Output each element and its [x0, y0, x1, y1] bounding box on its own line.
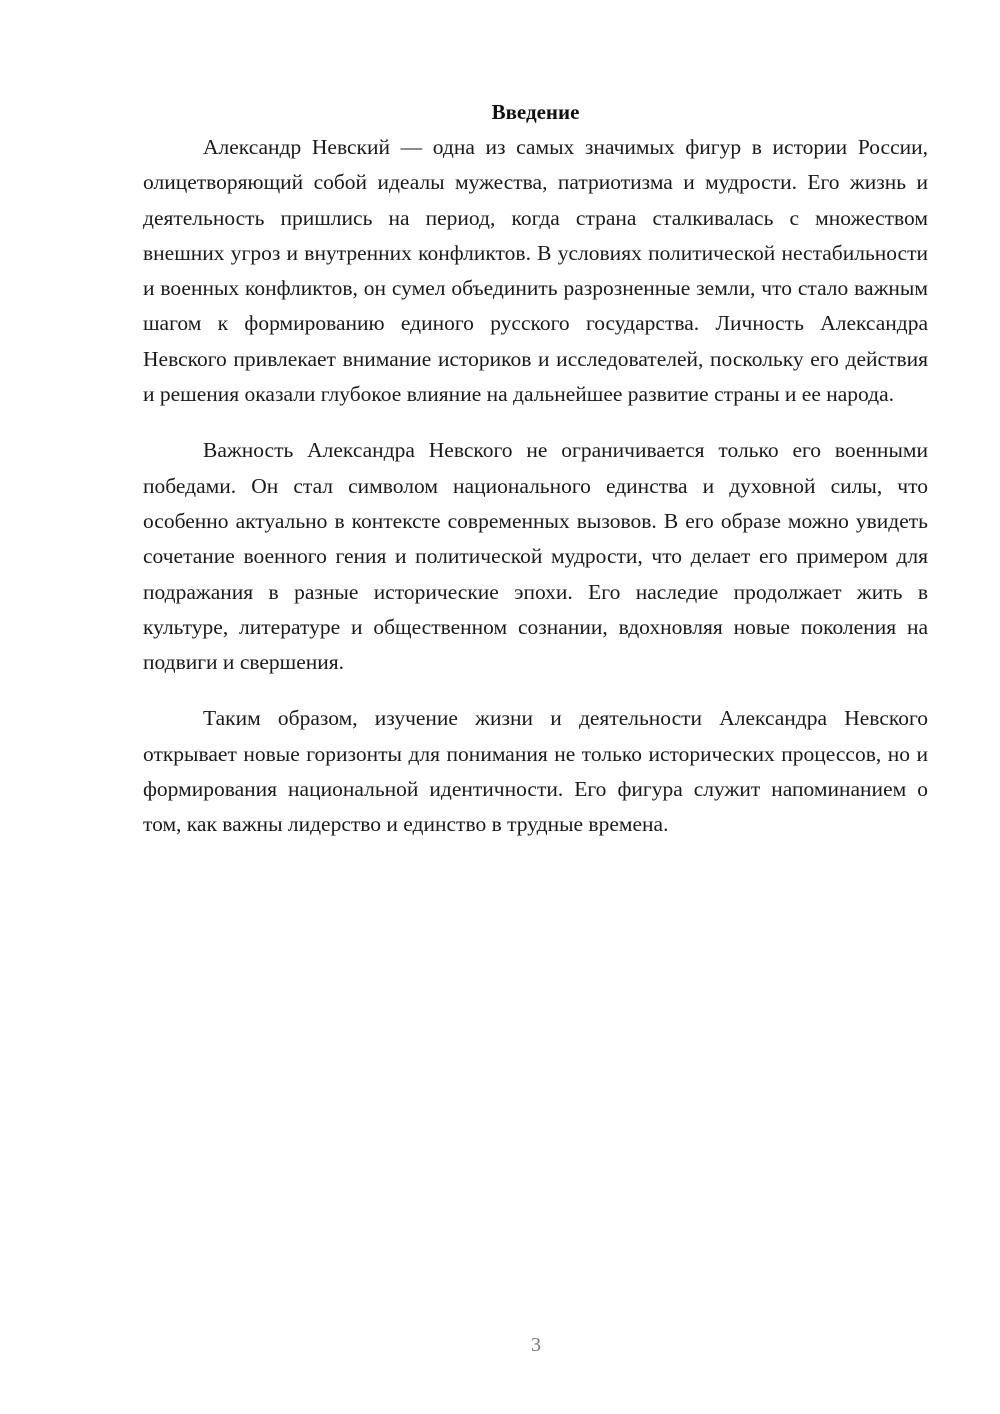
- page-number: 3: [531, 1334, 541, 1356]
- section-heading: Введение: [491, 100, 580, 124]
- paragraph-1: Александр Невский — одна из самых значимых фигур в истории России, олицетворяющий собой идеалы мужества, патриотизма и мудрости. Его жизнь и деятельность пришлись на период, когда страна сталкивалась с множеством внешних угроз и внутренних конфликтов. В условиях политической нестабильности и военных конфликтов, он сумел объединить разрозненные земли, что стало важным шагом к формированию единого русского государства. Личность Александра Невского привлекает внимание историков и исследователей, поскольку его действия и решения оказали глубокое влияние на дальнейшее развитие страны и ее народа.: [143, 135, 928, 407]
- paragraph-3: Таким образом, изучение жизни и деятельности Александра Невского открывает новые горизонты для понимания не только исторических процессов, но и формирования национальной идентичности. Его фигура служит напоминанием о том, как важны лидерство и единство в трудные времена.: [143, 706, 928, 837]
- page-content: [143, 96, 928, 864]
- paragraph-2: Важность Александра Невского не ограничивается только его военными победами. Он стал символом национального единства и духовной силы, что особенно актуально в контексте современных вызовов. В его образе можно увидеть сочетание военного гения и политической мудрости, что делает его примером для подражания в разные исторические эпохи. Его наследие продолжает жить в культуре, литературе и общественном сознании, вдохновляя новые поколения на подвиги и свершения.: [143, 438, 928, 675]
